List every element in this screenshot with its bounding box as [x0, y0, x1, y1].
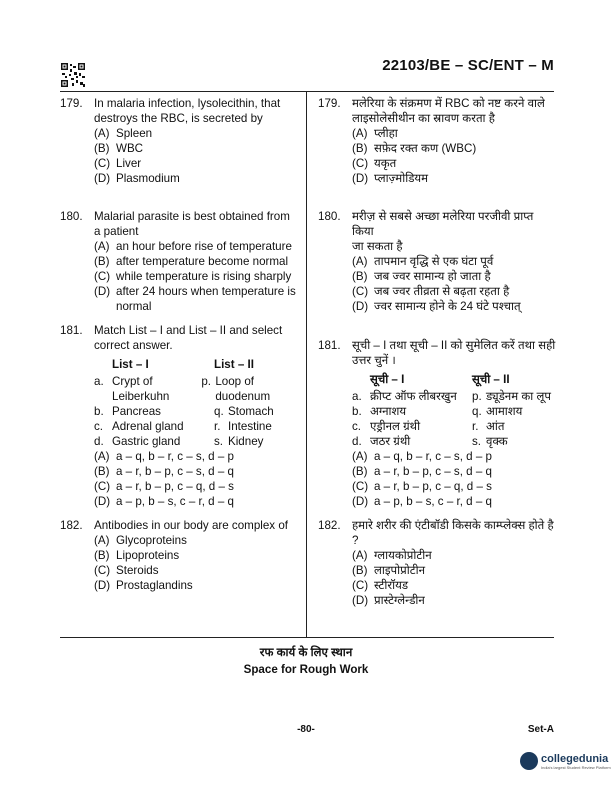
match-list-header: सूची – I सूची – II — [370, 373, 510, 386]
page-number: -80- — [297, 724, 315, 735]
question-180-hi — [318, 209, 556, 314]
option-d: (D) Plasmodium — [94, 172, 180, 185]
question-181-en — [60, 323, 300, 509]
top-divider — [60, 91, 554, 92]
set-label: Set-A — [527, 724, 554, 735]
option-d: (D) a – p, b – s, c – r, d – q — [352, 495, 492, 508]
option-c: (C) a – r, b – p, c – q, d – s — [352, 480, 492, 493]
question-text: a patient — [94, 225, 139, 238]
question-text: Match List – I and List – II and select — [94, 324, 283, 337]
match-row: a. Crypt of Leiberkuhn p. Loop of duodenum — [94, 375, 271, 403]
question-number: 179. — [60, 97, 83, 110]
question-number: 181. — [60, 324, 83, 337]
option-b: (B) जब ज्वर सामान्य हो जाता है — [352, 270, 491, 283]
option-d: (D) प्रास्टेग्लेन्डीन — [352, 594, 425, 607]
bottom-divider — [60, 637, 554, 638]
question-180-en — [60, 209, 300, 314]
match-row: d. Gastric gland s. Kidney — [94, 435, 264, 448]
rough-work-hindi: रफ कार्य के लिए स्थान — [259, 646, 353, 659]
question-text: लाइसोलेसीथीन का स्रावण करता है — [352, 112, 495, 125]
option-d: (D) ज्वर सामान्य होने के 24 घंटे पश्चात् — [352, 300, 521, 313]
question-182-hi — [318, 518, 556, 608]
question-text: Antibodies in our body are complex of — [94, 519, 288, 532]
question-text: हमारे शरीर की एंटीबॉडी किसके काम्प्लेक्स होते है ? — [352, 519, 554, 547]
option-b: (B) after temperature become normal — [94, 255, 289, 268]
column-divider — [306, 92, 307, 638]
option-a: (A) ग्लायकोप्रोटीन — [352, 549, 432, 562]
question-text: जा सकता है — [352, 240, 403, 253]
collegedunia-logo: collegedunia India's largest Student Review Platform — [520, 752, 611, 770]
option-a: (A) a – q, b – r, c – s, d – p — [352, 450, 492, 463]
option-c: (C) जब ज्वर तीव्रता से बढ़ता रहता है — [352, 285, 510, 298]
question-number: 179. — [318, 97, 341, 110]
mascot-icon — [520, 752, 538, 770]
question-179-hi — [318, 96, 556, 186]
question-text: destroys the RBC, is secreted by — [94, 112, 263, 125]
option-d: (D) प्लाज़्मोडियम — [352, 172, 429, 185]
option-c: (C) स्टीरॉयड — [352, 579, 409, 592]
match-row: c. Adrenal gland r. Intestine — [94, 420, 272, 433]
option-a: (A) प्लीहा — [352, 127, 398, 140]
option-c: (C) Liver — [94, 157, 142, 170]
option-c: (C) a – r, b – p, c – q, d – s — [94, 480, 234, 493]
question-179-en — [60, 96, 300, 186]
option-d: (D) a – p, b – s, c – r, d – q — [94, 495, 234, 508]
option-a: (A) an hour before rise of temperature — [94, 240, 292, 253]
english-column — [60, 96, 300, 593]
option-b: (B) सफ़ेद रक्त कण (WBC) — [352, 142, 477, 155]
hindi-column — [318, 96, 556, 608]
qr-code — [60, 62, 86, 88]
option-a: (A) Glycoproteins — [94, 534, 187, 547]
question-number: 182. — [318, 519, 341, 532]
option-b: (B) WBC — [94, 142, 144, 155]
option-d: (D) after 24 hours when temperature is normal — [94, 285, 296, 313]
option-b: (B) Lipoproteins — [94, 549, 180, 562]
paper-code: 22103/BE – SC/ENT – M — [382, 57, 554, 74]
question-181-hi — [318, 338, 556, 509]
question-number: 180. — [318, 210, 341, 223]
match-list-header: List – I List – II — [112, 358, 254, 371]
match-row: d. जठर ग्रंथी s. वृक्क — [352, 435, 508, 448]
match-row: a. क्रीप्ट ऑफ लीबरखुन p. ड्यूडेनम का लूप — [352, 390, 551, 403]
question-text: सूची – I तथा सूची – II को सुमेलित करें तथा सही — [352, 339, 556, 352]
option-b: (B) लाइपोप्रोटीन — [352, 564, 426, 577]
question-text: Malarial parasite is best obtained from — [94, 210, 290, 223]
option-b: (B) a – r, b – p, c – s, d – q — [94, 465, 234, 478]
option-c: (C) while temperature is rising sharply — [94, 270, 292, 283]
option-c: (C) Steroids — [94, 564, 159, 577]
match-row: c. एड्रीनल ग्रंथी r. आंत — [352, 420, 505, 433]
question-182-en — [60, 518, 300, 593]
option-d: (D) Prostaglandins — [94, 579, 193, 592]
option-a: (A) Spleen — [94, 127, 153, 140]
question-text: मलेरिया के संक्रमण में RBC को नष्ट करने वाले — [352, 97, 545, 110]
question-text: In malaria infection, lysolecithin, that — [94, 97, 281, 110]
question-number: 182. — [60, 519, 83, 532]
question-text: मरीज़ से सबसे अच्छा मलेरिया परजीवी प्राप्त किया — [352, 210, 534, 238]
option-c: (C) यकृत — [352, 157, 397, 170]
rough-work-english: Space for Rough Work — [243, 663, 369, 676]
option-a: (A) तापमान वृद्धि से एक घंटा पूर्व — [352, 255, 494, 268]
question-text: correct answer. — [94, 339, 173, 352]
option-b: (B) a – r, b – p, c – s, d – q — [352, 465, 492, 478]
match-row: b. अग्नाशय q. आमाशय — [352, 405, 523, 418]
question-text: उत्तर चुनें । — [352, 354, 396, 367]
question-number: 180. — [60, 210, 83, 223]
match-row: b. Pancreas q. Stomach — [94, 405, 274, 418]
question-number: 181. — [318, 339, 341, 352]
option-a: (A) a – q, b – r, c – s, d – p — [94, 450, 234, 463]
